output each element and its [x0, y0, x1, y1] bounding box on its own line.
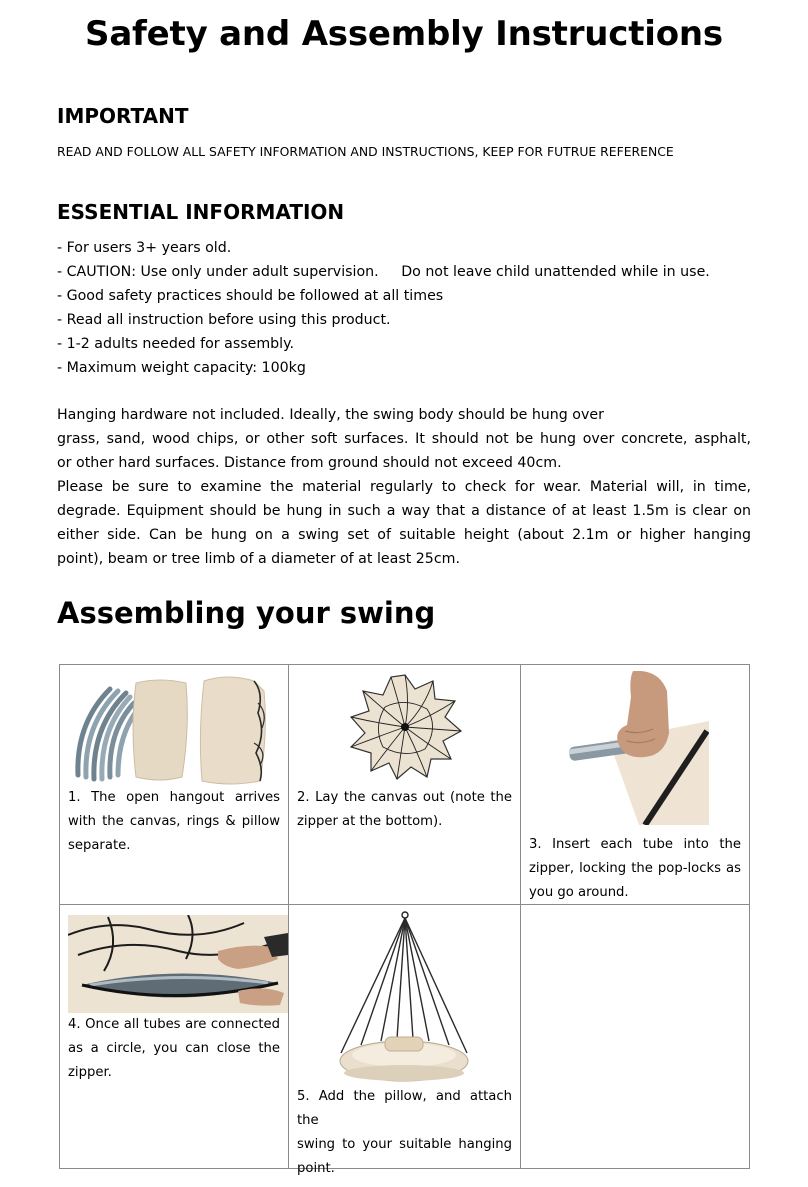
step-5-caption: 5. Add the pillow, and attach the swing to your suitable hanging point.	[297, 1089, 512, 1176]
paragraph-line: grass, sand, wood chips, or other soft surfaces. It should not be hung over concrete, asphalt,	[57, 431, 751, 447]
important-text: READ AND FOLLOW ALL SAFETY INFORMATION AND INSTRUCTIONS, KEEP FOR FUTRUE REFERENCE	[57, 144, 674, 159]
list-item: - Good safety practices should be followed at all times	[57, 288, 444, 304]
paragraph-line: degrade. Equipment should be hung in such a way that a distance of at least 1.5m is clear on	[57, 503, 751, 519]
step-4-caption: 4. Once all tubes are connected as a circle, you can close the zipper.	[68, 1017, 280, 1080]
empty-cell	[521, 905, 750, 1169]
paragraph-line: either side. Can be hung on a swing set of suitable height (about 2.1m or higher hanging	[57, 527, 751, 543]
paragraph-line: or other hard surfaces. Distance from ground should not exceed 40cm.	[57, 455, 562, 471]
paragraph-line: Please be sure to examine the material regularly to check for wear. Material will, in time,	[57, 479, 751, 495]
important-heading: IMPORTANT	[57, 104, 189, 128]
paragraph-line: Hanging hardware not included. Ideally, the swing body should be hung over	[57, 407, 604, 423]
step-cell-2	[289, 665, 521, 905]
assembly-steps-table	[59, 664, 750, 1176]
list-item: - Read all instruction before using this product.	[57, 312, 391, 328]
list-item: - 1-2 adults needed for assembly.	[57, 336, 294, 352]
insert-tube-photo	[569, 671, 709, 825]
step-cell-4	[60, 905, 289, 1169]
paragraph-line: point), beam or tree limb of a diameter of at least 25cm.	[57, 551, 460, 567]
list-item: - For users 3+ years old.	[57, 240, 232, 256]
step-3-caption: 3. Insert each tube into the zipper, locking the pop-locks as you go around.	[529, 837, 741, 900]
page-title: Safety and Assembly Instructions	[85, 14, 723, 54]
step-1-caption: 1. The open hangout arrives with the canvas, rings & pillow separate.	[68, 790, 280, 853]
essential-heading: ESSENTIAL INFORMATION	[57, 200, 345, 224]
assembling-heading: Assembling your swing	[57, 596, 436, 630]
essential-list	[57, 236, 710, 380]
close-zipper-photo	[68, 915, 288, 1013]
list-item: - CAUTION: Use only under adult supervision. Do not leave child unattended while in use.	[57, 264, 710, 280]
step-cell-1	[60, 665, 289, 905]
step-2-caption: 2. Lay the canvas out (note the zipper at the bottom).	[297, 790, 512, 829]
parts-photo	[68, 673, 280, 785]
list-item: - Maximum weight capacity: 100kg	[57, 360, 306, 376]
step-cell-3	[521, 665, 750, 905]
step-cell-5	[289, 905, 521, 1176]
canvas-laid-out-photo	[329, 671, 481, 783]
hanging-swing-photo	[337, 911, 471, 1087]
hanging-paragraph	[57, 403, 751, 571]
